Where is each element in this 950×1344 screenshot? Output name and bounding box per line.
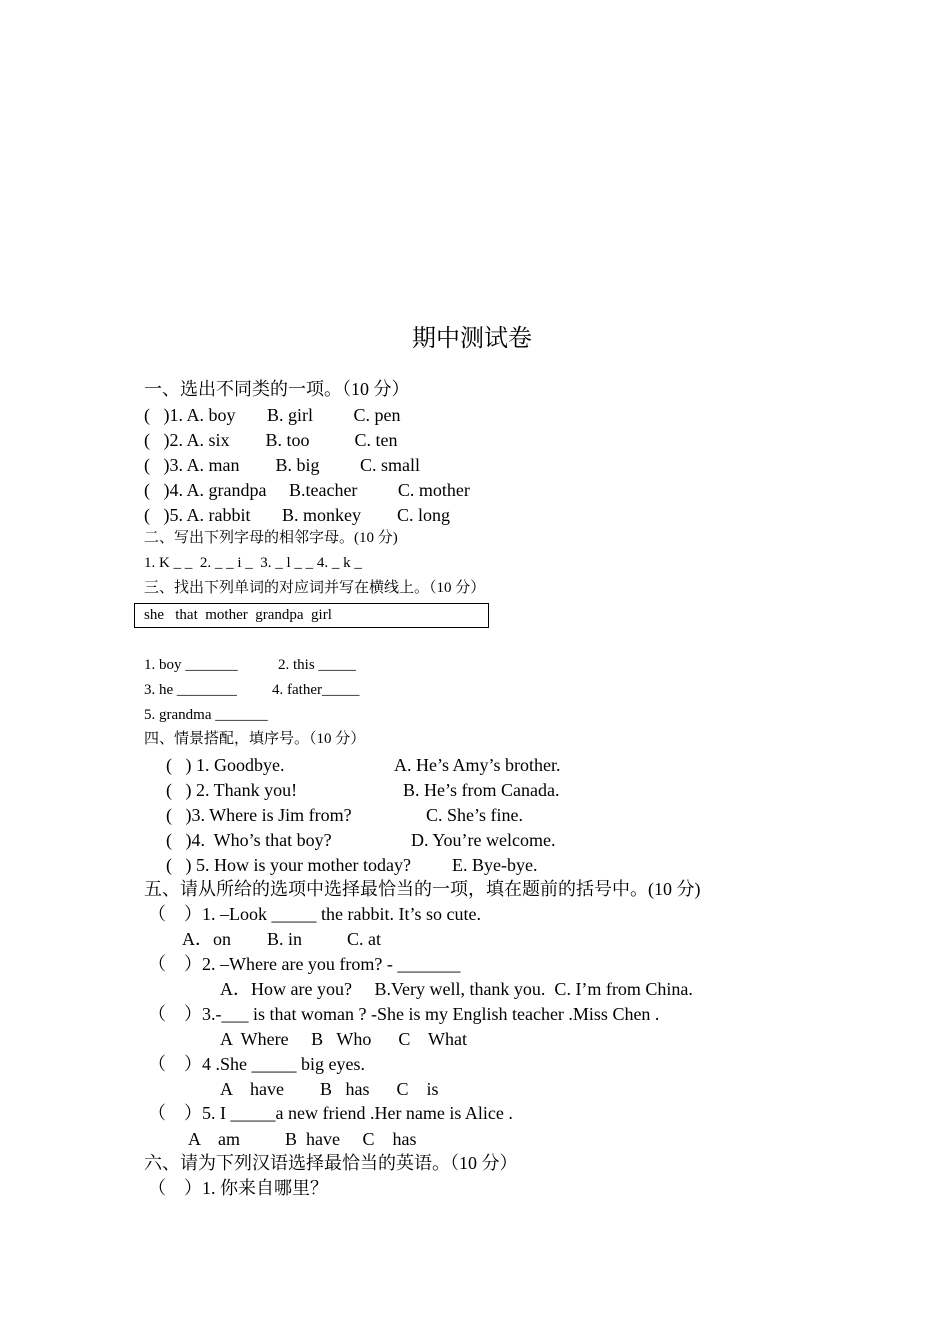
section3-item-1: 1. boy _______ (144, 657, 238, 673)
section4-question-3: ( )3. Where is Jim from? (166, 805, 352, 825)
section4-question-4: ( )4. Who’s that boy? (166, 830, 332, 850)
section5-options-3: A Where B Who C What (220, 1029, 467, 1049)
section5-options-1: A．on B. in C. at (182, 929, 382, 949)
section4-question-1: ( ) 1. Goodbye. (166, 755, 285, 775)
section4-answer-a: A. He’s Amy’s brother. (394, 755, 561, 775)
page-title: 期中测试卷 (412, 326, 532, 352)
section5-question-4: （ ）4 .She _____ big eyes. (148, 1054, 365, 1074)
section2-letters-line: 1. K _ _ 2. _ _ i _ 3. _ l _ _ 4. _ k _ (144, 555, 362, 571)
section3-item-4: 4. father_____ (272, 682, 360, 698)
section3-item-3: 3. he ________ (144, 682, 237, 698)
section3-item-2: 2. this _____ (278, 657, 356, 673)
section1-question-1: ( )1. A. boy B. girl C. pen (144, 405, 401, 425)
section1-question-2: ( )2. A. six B. too C. ten (144, 430, 398, 450)
section4-heading: 四、情景搭配，填序号。（10 分） (144, 731, 366, 747)
section5-question-2: （ ）2. –Where are you from? - _______ (148, 954, 461, 974)
section4-answer-c: C. She’s fine. (426, 805, 523, 825)
word-box-text: she that mother grandpa girl (144, 607, 332, 623)
section5-options-5: A am B have C has (188, 1129, 417, 1149)
section4-answer-b: B. He’s from Canada. (403, 780, 560, 800)
section5-question-3: （ ）3.-___ is that woman ? -She is my English teacher .Miss Chen . (148, 1004, 660, 1024)
section5-question-1: （ ）1. –Look _____ the rabbit. It’s so cute. (148, 904, 481, 924)
section6-question-1: （ ）1. 你来自哪里？ (148, 1178, 328, 1198)
section4-answer-e: E. Bye-bye. (452, 855, 538, 875)
section5-options-4: A have B has C is (220, 1079, 439, 1099)
section4-answer-d: D. You’re welcome. (411, 830, 556, 850)
section1-question-3: ( )3. A. man B. big C. small (144, 455, 420, 475)
section1-question-5: ( )5. A. rabbit B. monkey C. long (144, 505, 450, 525)
section5-question-5: （ ）5. I _____a new friend .Her name is Alice . (148, 1103, 513, 1123)
section1-heading: 一、选出不同类的一项。（10 分） (144, 379, 410, 399)
section5-heading: 五、请从所给的选项中选择最恰当的一项，填在题前的括号中。(10 分) (144, 879, 701, 899)
section2-heading: 二、写出下列字母的相邻字母。(10 分) (144, 530, 398, 546)
section5-options-2: A．How are you? B.Very well, thank you. C. I’m from China. (220, 979, 693, 999)
section6-heading: 六、请为下列汉语选择最恰当的英语。（10 分） (144, 1153, 518, 1173)
section3-heading: 三、找出下列单词的对应词并写在横线上。（10 分） (144, 580, 486, 596)
section4-question-5: ( ) 5. How is your mother today? (166, 855, 411, 875)
section4-question-2: ( ) 2. Thank you! (166, 780, 298, 800)
word-box (134, 603, 489, 628)
section3-item-5: 5. grandma _______ (144, 707, 268, 723)
section1-question-4: ( )4. A. grandpa B.teacher C. mother (144, 480, 470, 500)
